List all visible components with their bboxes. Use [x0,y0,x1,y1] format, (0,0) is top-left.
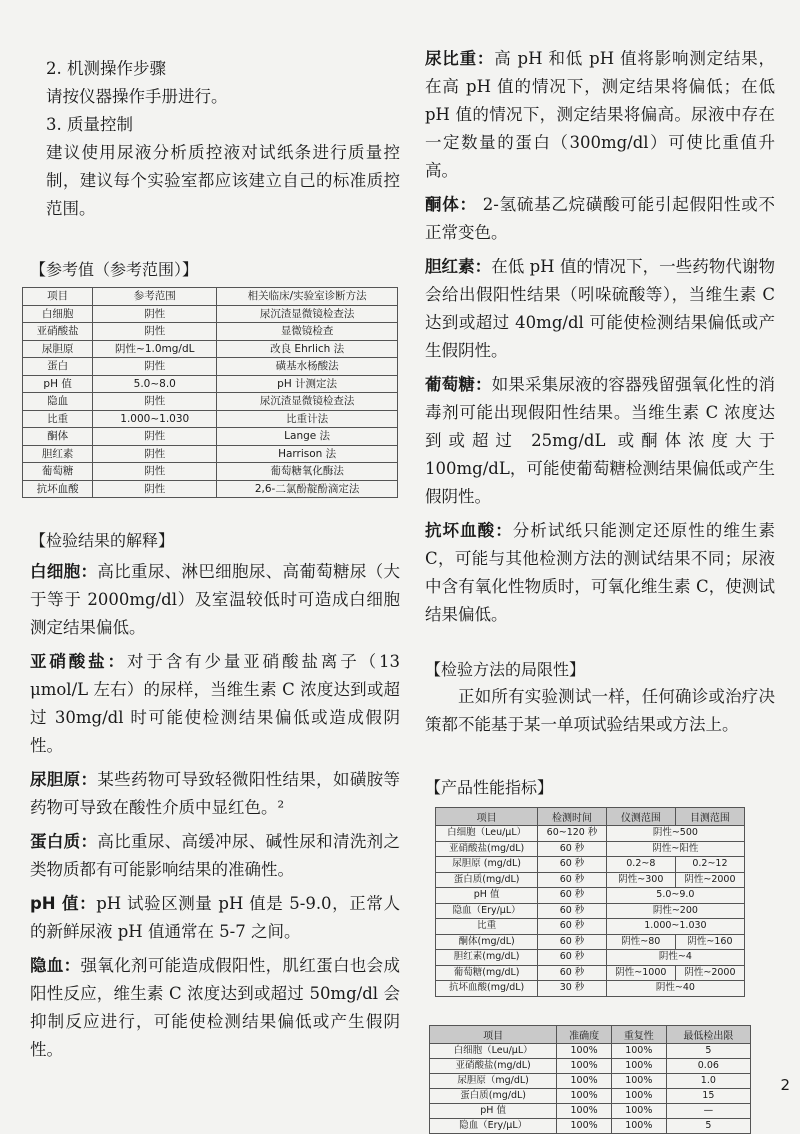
table-cell: 胆红素 [23,445,93,463]
table-cell: 隐血（Ery/μL） [430,1118,557,1133]
table-cell: pH 值 [436,888,538,904]
table-row [436,934,745,950]
table-cell: 阴性~40 [606,981,744,997]
table-cell: 蛋白质(mg/dL) [430,1088,557,1103]
table-cell: 100% [611,1103,666,1118]
table-cell: 60 秒 [538,950,607,966]
table-cell: Harrison 法 [217,445,398,463]
item-text: 高 pH 和低 pH 值将影响测定结果，在高 pH 值的情况下，测定结果将偏低；在低 pH 值的情况下，测定结果将偏高。尿液中存在一定数量的蛋白（300mg/dl）可使比重值升高。 [425,49,775,180]
item-text: 高比重尿、淋巴细胞尿、高葡萄糖尿（大于等于 2000mg/dl）及室温较低时可造成白细胞测定结果偏低。 [30,562,401,637]
table-row [23,445,398,463]
item-text: 对于含有少量亚硝酸盐离子（13 μmol/L 左右）的尿样，当维生素 C 浓度达到或超过 30mg/dl 时可能使检测结果偏低或造成假阴性。 [30,652,401,755]
interpretation-list [30,558,400,1064]
interpretation-item [425,371,775,511]
accuracy-table [429,1025,751,1134]
step2-text: 请按仪器操作手册进行。 [46,87,228,106]
table-cell: 阴性 [93,323,217,341]
table-cell: 0.2~8 [606,857,675,873]
table-cell: 亚硝酸盐 [23,323,93,341]
table-cell: 阴性 [93,358,217,376]
table-cell: 100% [557,1088,612,1103]
table-cell: 100% [611,1073,666,1088]
table-row [430,1103,751,1118]
step2-title: 2. 机测操作步骤 [46,59,166,78]
table-cell: Lange 法 [217,428,398,446]
table-cell: 0.2~12 [675,857,744,873]
table-header-row [430,1025,751,1043]
item-text: 分析试纸只能测定还原性的维生素 C，可能与其他检测方法的测试结果不同；尿液中含有氧化性物质时，可氧化维生素 C，使测试结果偏低。 [425,521,776,624]
table-row [436,888,745,904]
table-row [436,950,745,966]
table-cell: 尿胆原 (mg/dL) [436,857,538,873]
table-cell: 100% [557,1043,612,1058]
limitation-text: 正如所有实验测试一样，任何确诊或治疗决策都不能基于某一单项试验结果或方法上。 [425,687,775,734]
performance-table [435,807,745,997]
table-cell: 阴性~2000 [675,965,744,981]
table-cell: 酮体(mg/dL) [436,934,538,950]
interpretation-item [425,253,775,365]
column-header: 重复性 [611,1025,666,1043]
table-cell: 100% [557,1073,612,1088]
table-header-row [23,288,398,306]
table-row [436,841,745,857]
table-row [430,1088,751,1103]
table-cell: 60 秒 [538,857,607,873]
step3-title: 3. 质量控制 [46,115,133,134]
table-cell: 阴性 [93,480,217,498]
table-cell: 阴性~500 [606,826,744,842]
table-row [436,872,745,888]
item-text: 如果采集尿液的容器残留强氧化性的消毒剂可能出现假阳性结果。当维生素 C 浓度达到或超过 25mg/dL 或酮体浓度大于 100mg/dL，可能使葡萄糖检测结果偏低或产生假阴性。 [425,375,776,506]
table-cell: 阴性 [93,463,217,481]
table-cell: 白细胞（Leu/μL） [436,826,538,842]
right-column [425,45,775,1134]
table-cell: 0.06 [666,1058,750,1073]
table-row [436,826,745,842]
table-cell: 尿沉渣显微镜检查法 [217,305,398,323]
table-row [430,1058,751,1073]
performance-heading: 【产品性能指标】 [425,778,554,797]
table-cell: 葡萄糖 [23,463,93,481]
table-row [23,340,398,358]
item-text: 强氧化剂可能造成假阳性，肌红蛋白也会成阳性反应，维生素 C 浓度达到或超过 50mg/dl 会抑制反应进行，可能使检测结果偏低或产生假阴性。 [30,956,400,1059]
item-term: 胆红素： [425,257,492,276]
table-cell: 60 秒 [538,919,607,935]
table-cell: 酮体 [23,428,93,446]
table-cell: 白细胞（Leu/μL） [430,1043,557,1058]
interpretation-item [30,828,400,884]
table-row [23,480,398,498]
table-row [23,463,398,481]
item-term: 酮体： [425,195,477,214]
table-cell: 5 [666,1118,750,1133]
table-cell: 阴性 [93,305,217,323]
interpretation-item [425,191,775,247]
table-cell: 5.0~9.0 [606,888,744,904]
table-cell: 1.000~1.030 [606,919,744,935]
table-cell: 胆红素(mg/dL) [436,950,538,966]
column-header: 仪测范围 [606,808,675,826]
table-cell: 隐血 [23,393,93,411]
table-cell: 改良 Ehrlich 法 [217,340,398,358]
table-cell: 5 [666,1043,750,1058]
table-cell: pH 值 [430,1103,557,1118]
table-cell: 蛋白质(mg/dL) [436,872,538,888]
left-column [30,55,400,1070]
table-cell: 100% [557,1103,612,1118]
table-cell: 磺基水杨酸法 [217,358,398,376]
interpretation-list-continued [425,45,775,629]
table-header-row [436,808,745,826]
table-cell: 100% [611,1088,666,1103]
table-cell: 白细胞 [23,305,93,323]
table-row [23,375,398,393]
interpretation-item [425,45,775,185]
table-cell: 阴性~2000 [675,872,744,888]
column-header: 最低检出限 [666,1025,750,1043]
table-cell: 60 秒 [538,934,607,950]
item-term: 尿胆原： [30,770,98,789]
item-text: 2-氢硫基乙烷磺酸可能引起假阳性或不正常变色。 [425,195,775,242]
table-cell: 100% [557,1118,612,1133]
table-cell: 60 秒 [538,903,607,919]
table-cell: 阴性~160 [675,934,744,950]
table-cell: 阴性 [93,428,217,446]
table-cell: 2,6-二氯酚靛酚滴定法 [217,480,398,498]
interpretation-heading: 【检验结果的解释】 [30,531,175,550]
item-term: 葡萄糖： [425,375,492,394]
column-header: 项目 [436,808,538,826]
table-cell: 1.000~1.030 [93,410,217,428]
table-cell: 蛋白 [23,358,93,376]
table-cell: 比重 [436,919,538,935]
table-cell: 30 秒 [538,981,607,997]
column-header: 项目 [430,1025,557,1043]
table-cell: 阴性~200 [606,903,744,919]
item-term: 尿比重： [425,49,495,68]
column-header: 目测范围 [675,808,744,826]
item-text: pH 试验区测量 pH 值是 5-9.0，正常人的新鲜尿液 pH 值通常在 5-7 之间。 [30,894,400,941]
table-cell: 阴性~300 [606,872,675,888]
column-header: 项目 [23,288,93,306]
interpretation-item [30,558,400,642]
table-cell: 抗坏血酸(mg/dL) [436,981,538,997]
table-row [436,919,745,935]
table-row [23,428,398,446]
table-cell: 阴性~1.0mg/dL [93,340,217,358]
table-cell: 阴性~80 [606,934,675,950]
table-cell: 100% [557,1058,612,1073]
reference-heading: 【参考值（参考范围）】 [30,260,199,279]
table-cell: 葡萄糖(mg/dL) [436,965,538,981]
table-cell: 尿沉渣显微镜检查法 [217,393,398,411]
table-row [23,393,398,411]
table-row [23,323,398,341]
item-term: 白细胞： [30,562,98,581]
step3-text: 建议使用尿液分析质控液对试纸条进行质量控制，建议每个实验室都应该建立自己的标准质控范围。 [46,143,400,218]
table-cell: 比重计法 [217,410,398,428]
column-header: 相关临床/实验室诊断方法 [217,288,398,306]
column-header: 准确度 [557,1025,612,1043]
interpretation-item [30,952,400,1064]
table-cell: 阴性~4 [606,950,744,966]
limitation-heading: 【检验方法的局限性】 [425,660,586,679]
table-cell: 阴性 [93,393,217,411]
table-cell: 60 秒 [538,872,607,888]
table-row [23,358,398,376]
table-cell: 1.0 [666,1073,750,1088]
page-number: 2 [780,1076,790,1094]
table-cell: 尿胆原 [23,340,93,358]
table-row [430,1043,751,1058]
item-term: 隐血： [30,956,81,975]
table-cell: 比重 [23,410,93,428]
item-text: 某些药物可导致轻微阳性结果，如磺胺等药物可导致在酸性介质中显红色。² [30,770,401,817]
table-row [23,305,398,323]
reference-table [22,287,398,498]
interpretation-item [30,890,400,946]
table-cell: 葡萄糖氧化酶法 [217,463,398,481]
table-row [436,903,745,919]
item-term: 蛋白质： [30,832,98,851]
table-row [430,1073,751,1088]
interpretation-item [30,648,400,760]
table-row [436,857,745,873]
item-term: pH 值： [30,894,97,913]
table-cell: pH 值 [23,375,93,393]
table-cell: 60~120 秒 [538,826,607,842]
table-cell: 100% [611,1118,666,1133]
column-header: 参考范围 [93,288,217,306]
table-row [436,981,745,997]
table-cell: 60 秒 [538,888,607,904]
table-cell: 阴性~阳性 [606,841,744,857]
table-cell: 60 秒 [538,841,607,857]
table-cell: 阴性 [93,445,217,463]
column-header: 检测时间 [538,808,607,826]
item-term: 亚硝酸盐： [30,652,127,671]
item-text: 在低 pH 值的情况下，一些药物代谢物会给出假阳性结果（吲哚硫酸等），当维生素 C 达到或超过 40mg/dl 可能使检测结果偏低或产生假阴性。 [425,257,775,360]
item-text: 高比重尿、高缓冲尿、碱性尿和清洗剂之类物质都有可能影响结果的准确性。 [30,832,401,879]
table-cell: 15 [666,1088,750,1103]
table-cell: 尿胆原（mg/dL) [430,1073,557,1088]
table-cell: 60 秒 [538,965,607,981]
item-term: 抗坏血酸： [425,521,513,540]
table-cell: 显微镜检查 [217,323,398,341]
table-cell: 100% [611,1058,666,1073]
table-cell: — [666,1103,750,1118]
interpretation-item [30,766,400,822]
interpretation-item [425,517,775,629]
table-cell: 亚硝酸盐(mg/dL) [436,841,538,857]
table-cell: 100% [611,1043,666,1058]
table-cell: pH 计测定法 [217,375,398,393]
table-cell: 阴性~1000 [606,965,675,981]
table-cell: 5.0~8.0 [93,375,217,393]
table-cell: 抗坏血酸 [23,480,93,498]
table-row [23,410,398,428]
table-row [430,1118,751,1133]
table-cell: 隐血（Ery/μL） [436,903,538,919]
table-row [436,965,745,981]
table-cell: 亚硝酸盐(mg/dL) [430,1058,557,1073]
